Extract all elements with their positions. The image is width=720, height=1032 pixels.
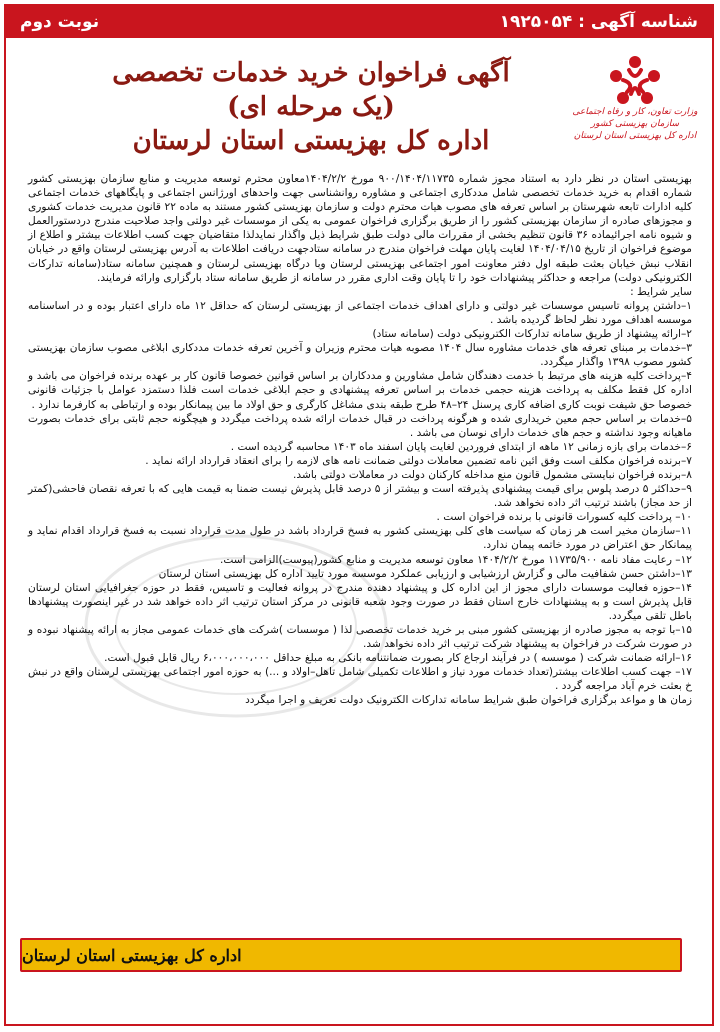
condition-item: ۱۱–سازمان مخیر است هر زمان که سیاست های کلی بهزیستی کشور به فسخ قرارداد باشد در طول مدت قرارداد نسبت به فسخ قرارداد اقدام نماید و پیمانکار حق اعتراض در مورد خاتمه پیمان ندارد. [28, 525, 692, 552]
condition-item: ۱۷– جهت کسب اطلاعات بیشتر(تعداد خدمات مورد نیاز و اطلاعات تکمیلی شامل تاهل–اولاد و ...) به حوزه امور اجتماعی بهزیستی لرستان واقع در نبش خ بعثت خرم آباد مراجعه گردد . [28, 666, 692, 693]
condition-item: ۴–پرداخت کلیه هزینه های مرتبط با خدمت دهندگان شامل مشاورین و مددکاران بر اساس قوانین خصوصا قانون کار بر عهده برنده فراخوان می باشد و اداره کل فقط مکلف به پرداخت هزینه حجمی خدمات بر اساس تعرفه پیشنهادی و حجم ابلاغی خدمات است فلذا دستمزد عوامل با جزئیات قانونی خصوصا حق شیفت نوبت کاری اضافه کاری پرسنل ۲۴–۴۸ طرح طبقه بندی مشاغل کارگری و حق اولاد ما بین پیمانکار بوده و ارتباطی به کارفرما ندارد . [28, 370, 692, 411]
footer-bar [20, 938, 682, 972]
condition-item: ۱۲– رعایت مفاد نامه ۱۱۷۳۵/۹۰۰ مورخ ۱۴۰۴/۲/۲ معاون توسعه مدیریت و منابع کشور(پیوست)الزامی است. [220, 553, 692, 566]
logo-line-1: وزارت تعاون، کار و رفاه اجتماعی [572, 107, 698, 117]
logo-caption [566, 106, 704, 142]
ad-id: شناسه آگهی : ۱۹۲۵۰۵۴ [499, 12, 698, 32]
condition-item: ۱–داشتن پروانه تاسیس موسسات غیر دولتی و دارای اهداف خدمات اجتماعی از بهزیستی لرستان که حداقل ۱۲ ماه دارای اعتبار بوده و در اساسنامه موسسه اهداف مورد نظر لحاظ گردیده باشد . [28, 299, 692, 326]
logo-line-2: سازمان بهزیستی کشور [590, 119, 680, 129]
title-line-2: (یک مرحله ای) [227, 92, 395, 122]
condition-item: ۱۴–حوزه فعالیت موسسات دارای مجوز از این اداره کل و پیشنهاد دهنده مندرج در پروانه فعالیت و تاسیس، فقط در حوزه جغرافیایی استان لرستان قابل پذیرش است و به پیشنهادات خارج استان فقط در صورت وجود شعبه قانونی در مرکز استان ترتیب اثر داده خواهد شد در غیر اینصورت پیشنهادها باطل تلقی میگردد. [28, 581, 692, 622]
body-text [28, 172, 692, 708]
title-line-3: اداره کل بهزیستی استان لرستان [132, 126, 490, 156]
title-block [66, 56, 556, 158]
condition-item: زمان ها و مواعد برگزاری فراخوان طبق شرایط سامانه تدارکات الکترونیک دولت تعریف و اجرا میگردد [245, 694, 692, 707]
logo-line-3: اداره کل بهزیستی استان لرستان [573, 131, 697, 141]
condition-item: ۱۵–با توجه به مجوز صادره از بهزیستی کشور مبنی بر خرید خدمات تخصصی لذا ( موسسات )شرکت های خدمات عمومی مجاز به ارائه پیشنهاد نبوده و در صورت شرکت در فراخوان به پیشنهاد شرکت ترتیب اثر داده نخواهد شد. [28, 624, 692, 651]
condition-item: ۱۳–داشتن حسن شفافیت مالی و گزارش ارزشیابی و ارزیابی عملکرد موسسه مورد تایید اداره کل بهزیستی استان لرستان [158, 567, 692, 580]
condition-item: ۵–خدمات بر اساس حجم معین خریداری شده و هرگونه پرداخت در قبال خدمات ارائه شده پرداخت میگردد و هیچگونه حجم ثابتی برای خدمات بصورت ماهیانه وجود نداشته و حجم های خدمات دارای نوسان می باشد . [28, 412, 692, 439]
condition-item: ۱۰– پرداخت کلیه کسورات قانونی با برنده فراخوان است . [436, 511, 692, 524]
footer-org-name: اداره کل بهزیستی استان لرستان [22, 945, 242, 965]
condition-item: ۸–برنده فراخوان نبایستی مشمول قانون منع مداخله کارکنان دولت در معاملات دولتی باشد. [293, 468, 692, 481]
other-conditions-heading: سایر شرایط : [630, 285, 692, 298]
intro-paragraph: بهزیستی استان در نظر دارد به استناد مجوز شماره ۹۰۰/۱۴۰۴/۱۱۷۳۵ مورخ ۱۴۰۴/۲/۲معاون محترم توسعه مدیریت و منابع سازمان بهزیستی کشور شماره اقدام به خرید خدمات تخصصی شامل مددکاری اجتماعی و مشاوره روانشناسی جهت واحدهای اورژانس اجتماعی و پایگاههای خدمات اجتماعی کلیه ادارات تابعه شهرستان بر اساس تعرفه های مصوب هیات محترم دولت و سازمان بهزیستی کشور مستند به ماده ۲۲ قانون مدیریت خدمات کشوری و مجوزهای صادره از سازمان بهزیستی کشور را از طریق برگزاری فراخوان عمومی به یکی از موسسات غیر دولتی واجد صلاحیت مندرج دردستورالعمل و شیوه نامه اجرائیماده ۳۶ قانون تنظیم بخشی از مقررات مالی دولت طبق شرایط ذیل واگذار نمایدلذا متقاضیان جهت کسب اطلاعات بیشتر و اطلاع از موضوع فراخوان از تاریخ ۱۴۰۴/۰۴/۱۵ لغایت پایان مهلت فراخوان مندرج در سامانه ستادجهت دریافت اطلاعات به آدرس بهزیستی لرستان واقع در خیابان انقلاب نبش خیابان بعثت طبقه اول دفتر معاونت امور اجتماعی بهزیستی لرستان وبا درگاه بهزیستی لرستان و همچنین سامانه ستاد(سامانه تدارکات الکترونیکی دولت) مراجعه و حداکثر پیشنهادات خود را تا پایان وقت اداری مقرر در سامانه از طریق سامانه ستاد بارگزاری وارائه فرمایند. [28, 173, 693, 284]
condition-item: ۷–برنده فراخوان مکلف است وفق ائین نامه تضمین معاملات دولتی ضمانت نامه های لازمه را برای انعقاد قرارداد ارائه نماید . [145, 454, 692, 467]
title-line-1: آگهی فراخوان خرید خدمات تخصصی [112, 58, 510, 88]
header-bar [6, 6, 712, 38]
ad-round: نوبت دوم [20, 12, 100, 32]
condition-item: ۶–خدمات برای بازه زمانی ۱۲ ماهه از ابتدای فروردین لغایت پایان اسفند ماه ۱۴۰۳ محاسبه گردیده است . [230, 440, 692, 453]
ad-frame [4, 4, 714, 1026]
condition-item: ۲–ارائه پیشنهاد از طریق سامانه تدارکات الکترونیکی دولت (سامانه ستاد) [372, 328, 692, 341]
condition-item: ۹–حداکثر ۵ درصد پلوس برای قیمت پیشنهادی پذیرفته است و بیشتر از ۵ درصد قابل پذیرش نیست ضمنا به قیمت هایی که با تعرفه نقصان فاحشی(کمتر از حد مجاز) باشند ترتیب اثر داده نخواهد شد. [28, 483, 692, 510]
condition-item: ۱۶–ارائه ضمانت شرکت ( موسسه ) در فرآیند ارجاع کار بصورت ضمانتنامه بانکی به مبلغ حداقل ۶،۰۰۰،۰۰۰،۰۰۰ ریال قابل قبول است. [104, 652, 692, 665]
condition-item: ۳–خدمات بر مبنای تعرفه های خدمات مشاوره سال ۱۴۰۴ مصوبه هیات محترم وزیران و آخرین تعرفه خدمات مددکاری ابلاغی مصوب سازمان بهزیستی کشور مصوب ۱۳۹۸ واگذار میگردد. [28, 342, 692, 369]
